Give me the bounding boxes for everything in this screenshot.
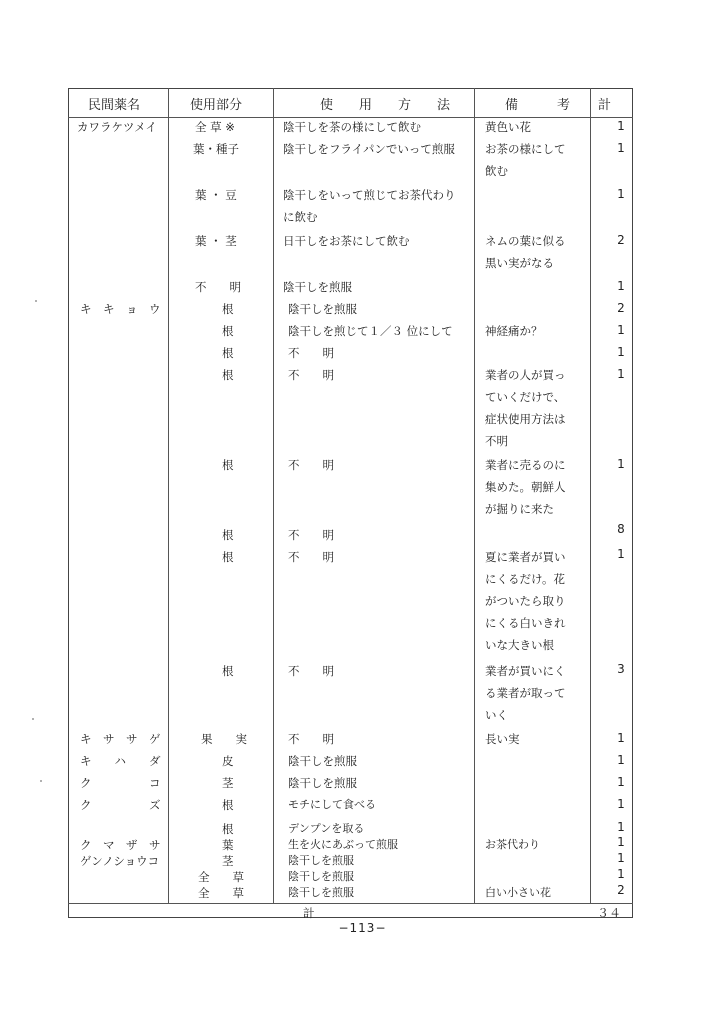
row-name: カワラケツメイ xyxy=(77,120,157,134)
row-name: キ サ サ ゲ xyxy=(80,732,161,746)
row-count: 1 xyxy=(617,753,625,767)
row-count: 1 xyxy=(617,867,625,881)
row-note: 集めた。朝鮮人 xyxy=(485,480,566,494)
row-note: ネムの葉に似る xyxy=(485,234,566,248)
row-method: 陰干しを煎服 xyxy=(288,870,354,883)
row-count: 2 xyxy=(617,233,625,247)
row-part: 不 明 xyxy=(195,280,241,294)
row-name: ゲンノショウコ xyxy=(80,854,160,868)
row-part: 根 xyxy=(222,458,234,472)
row-note: 業者が買いにく xyxy=(485,664,566,678)
row-method: 不 明 xyxy=(288,368,334,382)
col-divider xyxy=(168,88,169,904)
row-note: お茶の様にして xyxy=(485,142,566,156)
row-name: ク コ xyxy=(80,776,161,790)
row-note: が掘りに来た xyxy=(485,502,554,516)
row-note: お茶代わり xyxy=(485,838,540,851)
header-note: 備 考 xyxy=(505,98,571,113)
header-method: 使 用 方 法 xyxy=(320,98,451,113)
row-note: にくるだけ。花 xyxy=(485,572,566,586)
scan-speck xyxy=(35,300,37,302)
row-note: いく xyxy=(485,708,508,722)
row-part: 皮 xyxy=(222,754,234,768)
row-part: 全 草 xyxy=(198,870,244,884)
row-count: 1 xyxy=(617,279,625,293)
header-part: 使用部分 xyxy=(190,98,243,113)
header-name: 民間薬名 xyxy=(88,98,141,113)
row-part: 葉 ・ 茎 xyxy=(195,234,237,248)
row-note: 業者に売るのに xyxy=(485,458,566,472)
row-method: 陰干しを煎服 xyxy=(288,886,354,899)
total-value: ３４ xyxy=(597,906,622,920)
row-count: 1 xyxy=(617,731,625,745)
row-note: 黄色い花 xyxy=(485,120,531,134)
row-part: 葉 xyxy=(222,838,234,852)
row-part: 根 xyxy=(222,822,234,836)
row-part: 果 実 xyxy=(201,732,247,746)
row-part: 根 xyxy=(222,302,234,316)
row-part: 根 xyxy=(222,798,234,812)
col-divider xyxy=(590,88,591,904)
row-method: デンプンを取る xyxy=(288,822,365,835)
total-rule xyxy=(68,903,633,904)
row-method: 陰干しを煎服 xyxy=(288,776,357,790)
row-method: 陰干しをフライパンでいって煎服 xyxy=(283,142,455,156)
row-part: 葉・種子 xyxy=(193,142,239,156)
row-count: 1 xyxy=(617,851,625,865)
row-count: 1 xyxy=(617,323,625,337)
row-name: ク ズ xyxy=(80,798,161,812)
row-note: にくる白いきれ xyxy=(485,616,566,630)
col-divider xyxy=(273,88,274,904)
scan-speck xyxy=(40,780,42,782)
row-name: ク マ ザ サ xyxy=(80,838,161,852)
row-note: 症状使用方法は xyxy=(485,412,566,426)
row-count: 3 xyxy=(617,662,625,676)
row-name: キ キ ョ ウ xyxy=(80,302,161,316)
row-part: 根 xyxy=(222,346,234,360)
row-count: 8 xyxy=(617,522,625,536)
row-method: 不 明 xyxy=(288,528,334,542)
row-method: 陰干しを煎服 xyxy=(283,280,352,294)
row-part: 全 草 ※ xyxy=(195,120,235,134)
row-method: 生を火にあぶって煎服 xyxy=(288,838,398,851)
row-count: 1 xyxy=(617,797,625,811)
row-note: 業者の人が買っ xyxy=(485,368,566,382)
row-part: 根 xyxy=(222,528,234,542)
row-name: キ ハ ダ xyxy=(80,754,161,768)
row-count: 2 xyxy=(617,301,625,315)
row-note: いな大きい根 xyxy=(485,638,554,652)
page-number: −113− xyxy=(338,921,387,935)
row-part: 茎 xyxy=(222,854,234,868)
row-method: 不 明 xyxy=(288,550,334,564)
row-method: 陰干しを煎服 xyxy=(288,302,357,316)
row-method: 不 明 xyxy=(288,732,334,746)
row-part: 根 xyxy=(222,664,234,678)
total-label: 計 xyxy=(303,906,315,920)
row-count: 2 xyxy=(617,883,625,897)
row-method: 不 明 xyxy=(288,664,334,678)
header-count: 計 xyxy=(598,98,612,113)
row-part: 根 xyxy=(222,550,234,564)
row-part: 茎 xyxy=(222,776,234,790)
row-count: 1 xyxy=(617,457,625,471)
row-note: 不明 xyxy=(485,434,508,448)
row-count: 1 xyxy=(617,367,625,381)
scan-speck xyxy=(32,718,34,720)
row-count: 1 xyxy=(617,547,625,561)
row-count: 1 xyxy=(617,345,625,359)
row-count: 1 xyxy=(617,835,625,849)
row-count: 1 xyxy=(617,820,625,834)
header-rule xyxy=(68,117,633,118)
row-method: 陰干しを煎服 xyxy=(288,754,357,768)
row-method: 不 明 xyxy=(288,346,334,360)
row-note: る業者が取って xyxy=(485,686,566,700)
row-note: 長い実 xyxy=(485,732,520,746)
row-note: がついたら取り xyxy=(485,594,566,608)
row-note: 飲む xyxy=(485,164,508,178)
row-method: モチにして食べる xyxy=(288,798,376,811)
row-method: 陰干しを煎服 xyxy=(288,854,354,867)
row-note: 夏に業者が買い xyxy=(485,550,566,564)
row-part: 根 xyxy=(222,368,234,382)
row-method: 不 明 xyxy=(288,458,334,472)
row-method: 日干しをお茶にして飲む xyxy=(283,234,410,248)
row-part: 根 xyxy=(222,324,234,338)
col-divider xyxy=(474,88,475,904)
row-count: 1 xyxy=(617,775,625,789)
row-method: 陰干しを煎じて１／３ 位にして xyxy=(288,324,453,338)
row-note: ていくだけで、 xyxy=(485,390,566,404)
row-note: 黒い実がなる xyxy=(485,256,554,270)
row-part: 全 草 xyxy=(198,886,244,900)
row-part: 葉 ・ 豆 xyxy=(195,188,237,202)
row-method-cont: に飲む xyxy=(283,210,318,224)
row-note: 神経痛か？ xyxy=(485,324,543,338)
row-method: 陰干しをいって煎じてお茶代わり xyxy=(283,188,456,202)
row-count: 1 xyxy=(617,119,625,133)
row-method: 陰干しを茶の様にして飲む xyxy=(283,120,421,134)
row-count: 1 xyxy=(617,187,625,201)
row-note: 白い小さい花 xyxy=(485,886,551,899)
row-count: 1 xyxy=(617,141,625,155)
